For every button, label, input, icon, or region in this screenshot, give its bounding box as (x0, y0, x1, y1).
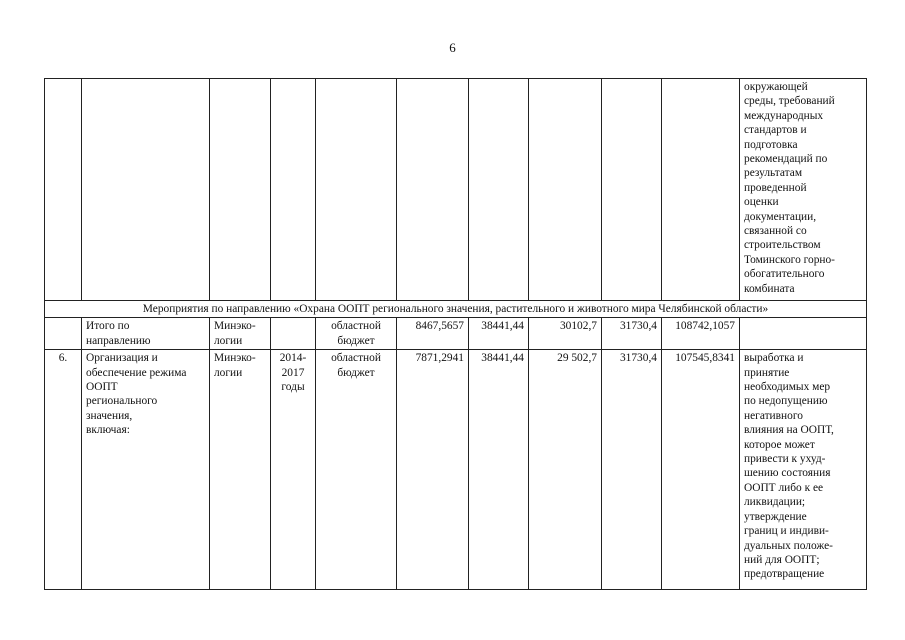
item-num-cell: 6. (45, 350, 82, 590)
measures-table (44, 78, 867, 590)
section-heading: Мероприятия по направлению «Охрана ООПТ регионального значения, растительного и животного мира Челябинской области» (45, 301, 867, 318)
section-heading-row (45, 301, 867, 318)
total-2016-cell: 30102,7 (529, 318, 602, 350)
cont-2017-cell (602, 79, 662, 301)
item-2017-cell: 31730,4 (602, 350, 662, 590)
total-2014-cell: 8467,5657 (397, 318, 469, 350)
continuation-row (45, 79, 867, 301)
total-2017-cell: 31730,4 (602, 318, 662, 350)
item-2016-cell: 29 502,7 (529, 350, 602, 590)
item-sum-cell: 107545,8341 (662, 350, 740, 590)
item-source-cell: областной бюджет (316, 350, 397, 590)
cont-period-cell (271, 79, 316, 301)
cont-total-cell (662, 79, 740, 301)
total-executor-cell: Минэко- логии (210, 318, 271, 350)
total-goal-cell (740, 318, 867, 350)
cont-executor-cell (210, 79, 271, 301)
item-2015-cell: 38441,44 (469, 350, 529, 590)
total-period-cell (271, 318, 316, 350)
item-period-cell: 2014- 2017 годы (271, 350, 316, 590)
cont-source-cell (316, 79, 397, 301)
item-executor-cell: Минэко- логии (210, 350, 271, 590)
cont-goal-cell: окружающей среды, требований международных стандартов и подготовка рекомендаций по результатам проведенной оценки документации, связанной со строительством Томинского горно- обогатительного комбината (740, 79, 867, 301)
item-2014-cell: 7871,2941 (397, 350, 469, 590)
cont-2014-cell (397, 79, 469, 301)
cont-2015-cell (469, 79, 529, 301)
item-name-cell: Организация и обеспечение режима ООПТ регионального значения, включая: (82, 350, 210, 590)
total-row (45, 318, 867, 350)
cont-num-cell (45, 79, 82, 301)
page-number: 6 (449, 40, 456, 55)
cont-2016-cell (529, 79, 602, 301)
item-goal-cell: выработка и принятие необходимых мер по недопущению негативного влияния на ООПТ, которое может привести к ухуд- шению состояния ООПТ либо к ее ликвидации; утверждение границ и индиви- дуальных положе- ний для ООПТ; предотвращение (740, 350, 867, 590)
total-num-cell (45, 318, 82, 350)
total-2015-cell: 38441,44 (469, 318, 529, 350)
total-sum-cell: 108742,1057 (662, 318, 740, 350)
total-name-cell: Итого по направлению (82, 318, 210, 350)
total-source-cell: областной бюджет (316, 318, 397, 350)
item-row-6 (45, 350, 867, 590)
cont-name-cell (82, 79, 210, 301)
